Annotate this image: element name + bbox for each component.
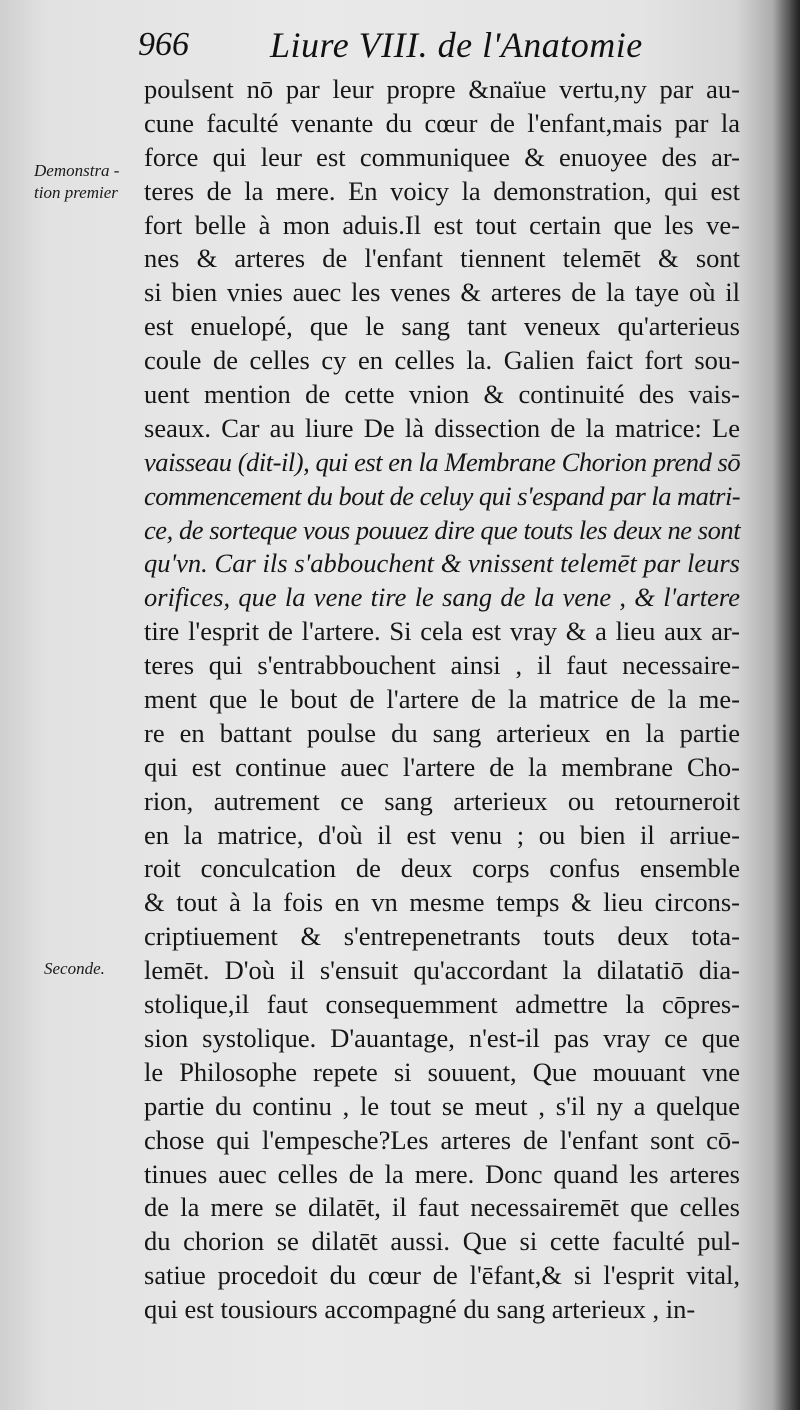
text-line: tire l'esprit de l'artere. Si cela est vray & a lieu aux ar- xyxy=(144,616,740,647)
text-line: en la matrice, d'où il est venu ; ou bien il arriue- xyxy=(144,819,740,850)
text-line: roit conculcation de deux corps confus ensemble xyxy=(144,853,740,884)
page-header xyxy=(138,22,738,72)
text-line: qu'vn. Car ils s'abbouchent & vnissent telemēt par leurs xyxy=(144,548,740,579)
text-line: criptiuement & s'entrepenetrants touts deux tota- xyxy=(144,921,740,952)
page-number: 966 xyxy=(138,26,189,63)
text-line: nes & arteres de l'enfant tiennent telemēt & sont xyxy=(144,243,740,274)
text-line: le Philosophe repete si souuent, Que mouuant vne xyxy=(144,1056,740,1087)
text-line: partie du continu , le tout se meut , s'il ny a quelque xyxy=(144,1090,740,1121)
text-line: qui est tousiours accompagné du sang arterieux , in- xyxy=(144,1294,696,1325)
text-line: qui est continue auec l'artere de la membrane Cho- xyxy=(144,751,740,782)
text-line: lemēt. D'où il s'ensuit qu'accordant la dilatatiō dia- xyxy=(144,955,740,986)
margin-note-line: Seconde. xyxy=(44,959,105,978)
text-line: cune faculté venante du cœur de l'enfant,mais par la xyxy=(144,107,740,138)
text-line: poulsent nō par leur propre &naïue vertu,ny par au- xyxy=(144,74,740,104)
text-line: force qui leur est communiquee & enuoyee des ar- xyxy=(144,141,740,172)
text-line: teres de la mere. En voicy la demonstration, qui est xyxy=(144,175,740,206)
text-line: stolique,il faut consequemment admettre la cōpres- xyxy=(144,989,740,1020)
text-line: ce, de sorteque vous pouuez dire que touts les deux ne sont xyxy=(144,514,741,545)
margin-note-demonstration xyxy=(34,160,119,204)
text-line: coule de celles cy en celles la. Galien faict fort sou- xyxy=(144,345,740,376)
text-line: sion systolique. D'auantage, n'est-il pas vray ce que xyxy=(144,1022,740,1053)
running-title: Liure VIII. de l'Anatomie xyxy=(270,25,643,65)
margin-note-line: Demonstra - xyxy=(34,161,120,180)
text-line: orifices, que la vene tire le sang de la vene , & l'artere xyxy=(144,582,740,613)
text-line: uent mention de cette vnion & continuité des vais- xyxy=(144,379,740,410)
page-gutter-shadow xyxy=(772,0,800,1410)
text-line: si bien vnies auec les venes & arteres de la taye où il xyxy=(144,277,740,308)
text-line: de la mere se dilatēt, il faut necessairemēt que celles xyxy=(144,1192,740,1223)
text-line: du chorion se dilatēt aussi. Que si cette faculté pul- xyxy=(144,1226,740,1257)
text-line: vaisseau (dit-il), qui est en la Membrane Chorion prend sō xyxy=(144,446,741,477)
text-line: chose qui l'empesche?Les arteres de l'enfant sont cō- xyxy=(144,1124,740,1155)
text-line: fort belle à mon aduis.Il est tout certain que les ve- xyxy=(144,209,740,240)
margin-note-line: tion premier xyxy=(34,183,118,202)
body-text xyxy=(144,73,740,1327)
text-line: teres qui s'entrabbouchent ainsi , il faut necessaire- xyxy=(144,650,740,681)
text-line: & tout à la fois en vn mesme temps & lieu circons- xyxy=(144,887,740,918)
text-line: tinues auec celles de la mere. Donc quand les arteres xyxy=(144,1158,740,1189)
text-line: re en battant poulse du sang arterieux en la partie xyxy=(144,717,740,748)
margin-note-second xyxy=(44,958,105,980)
text-line: satiue procedoit du cœur de l'ēfant,& si l'esprit vital, xyxy=(144,1260,740,1291)
text-line: ment que le bout de l'artere de la matrice de la me- xyxy=(144,684,740,715)
text-line: est enuelopé, que le sang tant veneux qu'arterieus xyxy=(144,311,740,342)
text-line: seaux. Car au liure De là dissection de la matrice: Le xyxy=(144,412,740,443)
text-line: commencement du bout de celuy qui s'espand par la matri- xyxy=(144,480,741,511)
text-line: rion, autrement ce sang arterieux ou retourneroit xyxy=(144,785,740,816)
